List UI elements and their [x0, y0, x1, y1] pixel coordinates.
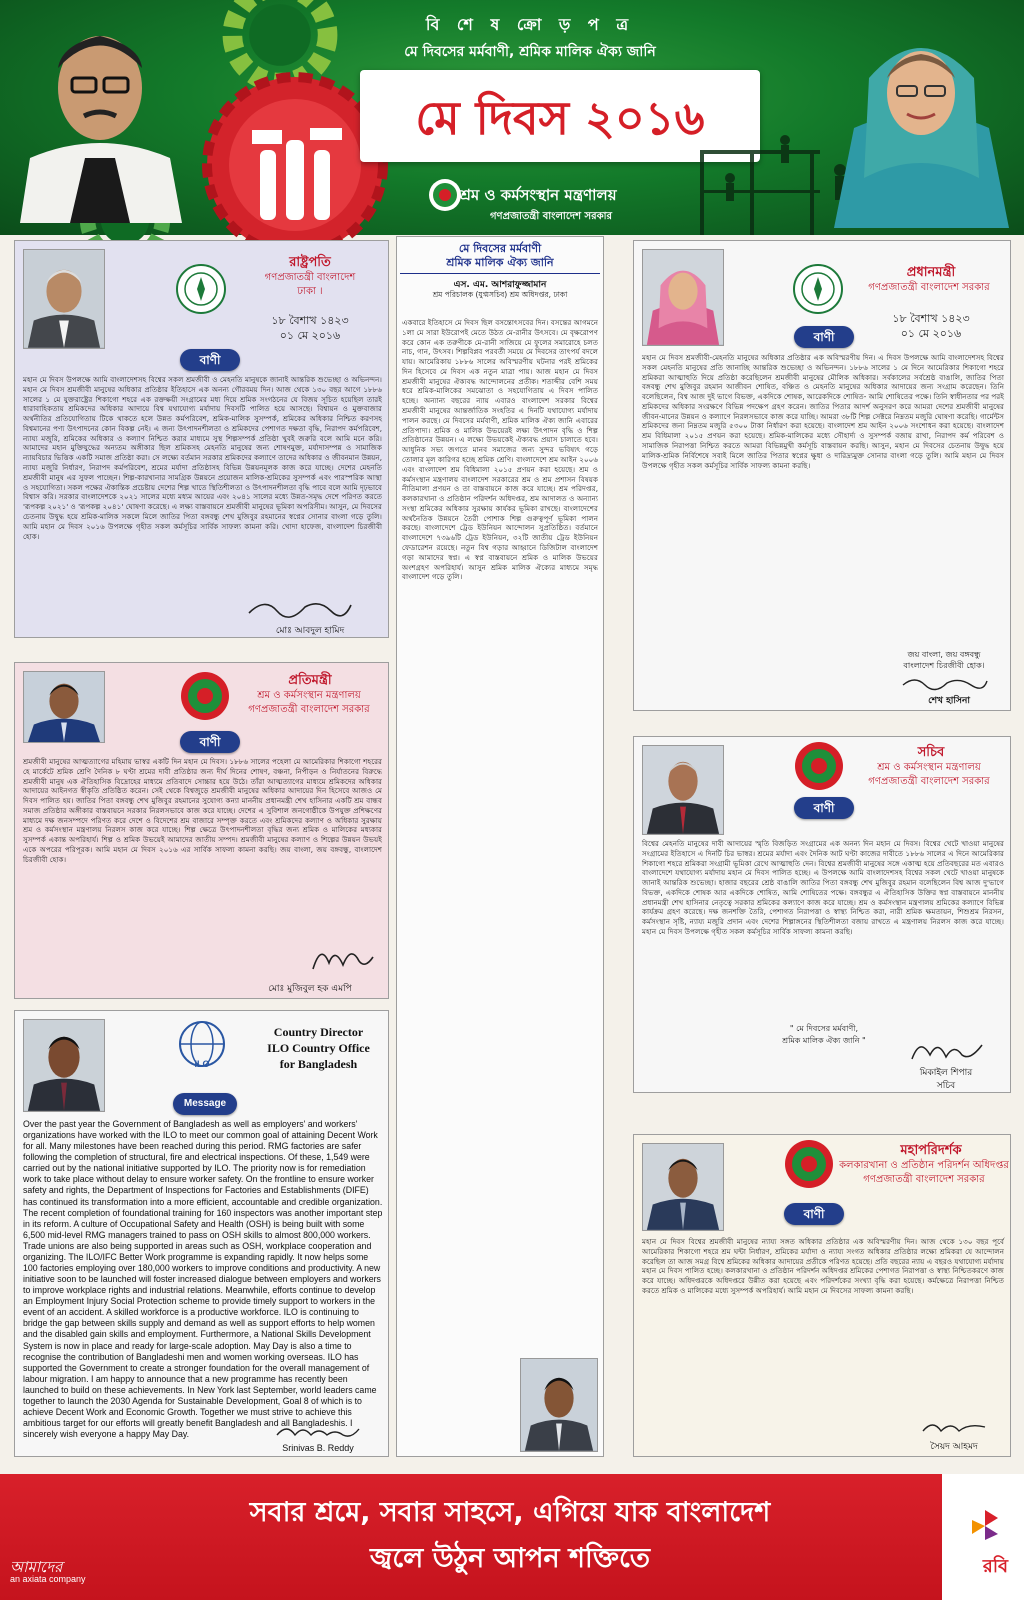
- president-signature: [245, 593, 355, 621]
- secretary-role-title: সচিব: [917, 745, 945, 760]
- ministry-name: শ্রম ও কর্মসংস্থান মন্ত্রণালয়: [460, 186, 617, 204]
- article-heading-line2: শ্রমিক মালিক ঐক্য জানি: [446, 256, 554, 270]
- president-emblem-icon: [175, 263, 227, 315]
- ilo-director-name: Srinivas B. Reddy: [282, 1443, 354, 1453]
- secretary-ministry: শ্রম ও কর্মসংস্থান মন্ত্রণালয়: [877, 762, 981, 773]
- secretary-photo: [642, 745, 724, 835]
- bangabandhu-portrait: [10, 8, 190, 223]
- article-author: এস. এম. আশরাফুজ্জামান: [453, 280, 547, 290]
- header-banner: [0, 0, 1024, 235]
- ig-government: গণপ্রজাতন্ত্রী বাংলাদেশ সরকার: [863, 1174, 985, 1185]
- president-message-text: মহান মে দিবস উপলক্ষে আমি বাংলাদেশসহ বিশ্বের সকল শ্রমজীবী ও মেহনতি মানুষকে জানাই আন্তরিক শুভেচ্ছা ও অভিনন্দন। মহান মে দিবস শ্রমজীবী মানুষের অধিকার প্রতিষ্ঠার ইতিহাসে এক অনন্য গৌরবময় দিন। আজ থেকে ১৩০ বছর আগে ১৮৮৬ সালের ১ মে যুক্তরাষ্ট্রের শিকাগো শহরে এক রক্তক্ষয়ী সংগ্রামের মধ্য দিয়ে শ্রমিক সংগঠনের যে বিজয় সূচিত হয়েছিল তারই ধারাবাহিকতায় শ্রমিকদের অধিকার আদায়ে বিশ্ব যথাযোগ্য মর্যাদায় দিবসটি পালিত হয়ে আসছে। বিশ্বায়ন ও মুক্তবাজার অর্থনীতির প্রতিযোগিতায় টিকে থাকতে হলে উন্নত কর্মপরিবেশ, শ্রমিক-মালিক সুসম্পর্ক, শ্রমিকের অধিকার নিশ্চিত করণসহ বিশ্বমানের পণ্য উৎপাদনের কোন বিকল্প নেই। এ জন্য উৎপাদনশীলতা ও শ্রমিকদের পেশাগত দক্ষতা বৃদ্ধি, নিরাপদ কর্মপরিবেশ, ন্যায্য মজুরি, শ্রমিকের অধিকার ও কল্যাণ নিশ্চিত করার মাধ্যমে সুস্থ শিল্পসম্পর্ক প্রতিষ্ঠা খুবই জরুরি বলে আমি মনে করি। আমাদের মহান মুক্তিযুদ্ধের অন্যতম অঙ্গীকার ছিল শ্রমিকসহ মেহনতি মানুষের জন্য শোষণমুক্ত, মর্যাদাসম্পন্ন ও সামাজিক ন্যায়বিচার ভিত্তিক একটি সমাজ প্রতিষ্ঠা করা। সে লক্ষ্যে বর্তমান সরকার শ্রমিকদের কল্যাণে তাদের অধিকার ও জীবনমান উন্নয়ন, ন্যায্য মজুরি নির্ধারণ, নিরাপদ কর্মপরিবেশ, শ্রমের মর্যাদা প্রতিষ্ঠাসহ বিভিন্ন উন্নয়নমূলক কাজ করে যাচ্ছে। দেশের মেহনতি শ্রমজীবী মানুষ এর সুফল পাচ্ছেন। শিল্প-কারখানার সামগ্রিক উন্নয়নে প্রয়োজন মালিক-শ্রমিকের সুসম্পর্ক এবং পারস্পরিক আস্থা ও সহযোগিতা। সকল পক্ষের ঐকান্তিক প্রচেষ্টায় দেশের শিল্প খাতে স্থিতিশীলতা ও উৎপাদনশীলতা বৃদ্ধি পাবে বলে আমি দৃঢ়ভাবে বিশ্বাস করি। সরকার বাংলাদেশকে ২০২১ সালের মধ্যে মধ্যম আয়ের এবং ২০৪১ সালের মধ্যে উন্নত-সমৃদ্ধ দেশে পরিণত করতে 'রূপকল্প ২০২১' ও 'রূপকল্প ২০৪১' ঘোষণা করেছে। এ লক্ষ্য বাস্তবায়নে শ্রমজীবী মানুষের ভূমিকা অপরিসীম। আসুন, মে দিবসের চেতনায় উদ্বুদ্ধ হয়ে শ্রমিক-মালিক সকলে মিলে জাতির পিতা বঙ্গবন্ধু শেখ মুজিবুর রহমানের স্বপ্নের সোনার বাংলা গড়ে তুলি। আমি মহান মে দিবস ২০১৬ উপলক্ষে গৃহীত সকল কর্মসূচির সার্বিক সাফল্য কামনা করি। খোদা হাফেজ, বাংলাদেশ চিরজীবী হোক।: [23, 375, 382, 541]
- article-heading: [400, 242, 600, 274]
- state-minister-ministry: শ্রম ও কর্মসংস্থান মন্ত্রণালয়: [257, 690, 361, 701]
- article-heading-line1: মে দিবসের মর্মবাণী: [458, 242, 542, 255]
- secretary-message-badge: বাণী: [794, 797, 854, 819]
- ilo-message-badge: Message: [173, 1093, 237, 1115]
- prime-minister-portrait: [829, 8, 1014, 228]
- pm-government: গণপ্রজাতন্ত্রী বাংলাদেশ সরকার: [868, 282, 990, 293]
- secretary-quote-line2: শ্রমিক মালিক ঐক্য জানি ": [782, 1036, 866, 1045]
- footer-slogan-line1: সবার শ্রমে, সবার সাহসে, এগিয়ে যাক বাংলাদেশ: [249, 1497, 771, 1528]
- robi-logo-box: [942, 1474, 1024, 1600]
- president-name: মোঃ আবদুল হামিদ: [275, 626, 345, 636]
- ilo-director-signature: [273, 1421, 363, 1443]
- pm-name: শেখ হাসিনা: [928, 696, 970, 706]
- ig-message-badge: বাণী: [784, 1203, 844, 1225]
- ig-name: সৈয়দ আহমদ: [930, 1442, 978, 1452]
- pm-role-title: প্রধানমন্ত্রী: [906, 265, 956, 280]
- ilo-message-text: Over the past year the Government of Bangladesh as well as employers' and workers' organizations have worked with the ILO to meet our common goal of attaining Decent Work for all. Many milestones have been reached during this period. RMG factories are safer following the completion of structural, fire and electrical inspections. Of these, 1,549 were carried out by the national initiative supported by ILO. The priority now is for remediation work to take place without delay to ensure worker safety. On the frontline to ensure worker safety and rights, the Department of Inspections for Factories and Establishments (DIFE) has continued its transformation into a more efficient, accountable and credible organization. The recent completion of foundational training for 160 inspectors was another important step in its reform. A culture of Occupational Safety and Health (OSH) is being built with some 6,500 mid-level RMG managers trained to pass on OSH skills to almost 800,000 workers. Trade unions are also being supported in areas such as OSH, workplace cooperation and organizing. The ILO/IFC Better Work programme is expanding rapidly. It now helps some 100 factories employing over 180,000 workers to improve conditions and productivity. A new initiative soon to be launched will foster increased dialogue between employers and workers to improve workplace rights and industrial relations. Meanwhile, efforts continue to develop an Employment Injury Social Protection scheme to provide timely support to workers in the event of an accident. A skilled workforce is a productive workforce. ILO is continuing to bridge the gap between skills supply and demand as well as support efforts to help women and the disabled gain skills and employment. Furthermore, a National Skills Development System is now in place and ready for large-scale adoption. May Day is also a time to recognise the contribution of Bangladeshi men and women working overseas. ILO has supported the Government to create a stronger foundation for the overall management of labour migration. I am happy to announce that a new programme has recently been launched to build on these achievements. In New York last September, world leaders came together to launch the 2030 Agenda for Sustainable Development, Goal 8 of which is to achieve Decent Work and Economic Growth. Together we must strive to achieve this ambitious target for our efforts will greatly benefit Bangladesh and all Bangladeshis. I sincerely wish everyone a happy May Day.: [23, 1119, 383, 1440]
- state-minister-message-panel: [14, 662, 389, 999]
- ministry-seal-icon: [180, 671, 230, 721]
- robi-footer-ad: [0, 1474, 1024, 1600]
- pm-date-bangla: ১৮ বৈশাখ ১৪২৩: [892, 312, 970, 325]
- footer-slogan-line2: জ্বলে উঠুন আপন শক্তিতে: [369, 1543, 651, 1574]
- state-minister-name: মোঃ মুজিবুল হক এমপি: [268, 984, 352, 994]
- ig-role-title: মহাপরিদর্শক: [900, 1143, 962, 1158]
- secretary-message-text: বিশ্বের মেহনতি মানুষের দাবী আদায়ের স্মৃতি বিজড়িত সংগ্রামের এক অনন্য দিন মহান মে দিবস। বিশ্বের খেটে খাওয়া মানুষের সংগ্রামের ইতিহাসে এ দিনটি চির ভাস্বর। শ্রমের মর্যাদা এবং দৈনিক আট ঘণ্টা কাজের দাবীতে ১৮৮৬ সালের এ দিনে আমেরিকার শিকাগো শহরে শ্রমিকরা সংগ্রামী ভূমিকা রেখে আত্মাহুতি দেন। বিশ্বের শ্রমজীবী মানুষের সঙ্গে একাত্ম হয়ে প্রতিবছরের মত এবারও বাংলাদেশে যথাযোগ্য মর্যাদায় মহান মে দিবস পালিত হচ্ছে। এ উপলক্ষে আমি বাংলাদেশসহ বিশ্বের সকল খেটে খাওয়া মানুষকে জানাই আন্তরিক শুভেচ্ছা। হাজার বছরের শ্রেষ্ঠ বাঙালি জাতির পিতা বঙ্গবন্ধু শেখ মুজিবুর রহমান বলেছিলেন বিশ্ব আজ দু'ভাগে বিভক্ত, একদিকে শোষক আর একদিকে শোষিত, আমি শোষিতের পক্ষে। বঙ্গবন্ধুর এ ঐতিহাসিক উক্তির স্বপ্ন বাস্তবায়নে মাননীয় প্রধানমন্ত্রী শেখ হাসিনার নেতৃত্বে সরকার শ্রমিকের কল্যাণে কাজ করে যাচ্ছে। শ্রম ও কর্মসংস্থান মন্ত্রণালয় শ্রমিকের কল্যাণে বিভিন্ন কার্যক্রম গ্রহণ করেছে। দক্ষ জনশক্তি তৈরি, পেশাগত নিরাপত্তা ও স্বাস্থ্য নিশ্চিত করা, নারী শ্রমিক ক্ষমতায়ন, শিশুশ্রম নিরসন, কর্মসংস্থান সৃষ্টি, ন্যায্য মজুরি প্রদান এবং দেশের শিল্পাঙ্গনের স্থিতিশীলতা বজায় রাখতে এ মন্ত্রণালয় নিরলস কাজ করে যাচ্ছে। মহান মে দিবস উপলক্ষে গৃহীত সকল কর্মসূচির সার্বিক সাফল্য কামনা করছি।: [642, 839, 1004, 937]
- ilo-title-line1: Country Director: [273, 1025, 364, 1039]
- article-author-role: শ্রম পরিচালক (যুগ্মসচিব) শ্রম অধিদপ্তর, ঢাকা: [432, 290, 568, 299]
- president-photo: [23, 249, 105, 349]
- header-subtitle: মে দিবসের মর্মবাণী, শ্রমিক মালিক ঐক্য জানি: [404, 44, 656, 60]
- pm-emblem-icon: [792, 263, 844, 315]
- pm-message-text: মহান মে দিবস শ্রমজীবী-মেহনতি মানুষের অধিকার প্রতিষ্ঠার এক অবিস্মরণীয় দিন। এ দিবস উপলক্ষে আমি বাংলাদেশসহ বিশ্বের সকল মেহনতি মানুষের প্রতি জানাচ্ছি আন্তরিক শুভেচ্ছা ও অভিনন্দন। ১৮৮৬ সালের ১ মে দিনে আমেরিকার শিকাগো শহরে শ্রমিকরা আত্মাহুতি দিয়ে প্রতিষ্ঠা করেছিলেন শ্রমজীবী মানুষের মৌলিক অধিকার। সর্বকালের সর্বশ্রেষ্ঠ বাঙালি, জাতির পিতা বঙ্গবন্ধু শেখ মুজিবুর রহমান আজীবন শোষিত, বঞ্চিত ও মেহনতি মানুষের অধিকার আদায়ের জন্য সংগ্রাম করেছেন। তিনি বলেছিলেন, বিশ্ব আজ দুই ভাগে বিভক্ত, একদিকে শোষক, আরেকদিকে শোষিত- আমি শোষিতের পক্ষে। তিনি স্বাধীনতার পর পরই শ্রমিকদের অধিকার সংরক্ষণে বিভিন্ন পদক্ষেপ গ্রহণ করেন। জাতির পিতার আদর্শ অনুসরণ করে আমরা দেশের শ্রমজীবী মানুষের জীবন-মানের উন্নয়ন ও কল্যাণে নিরলসভাবে কাজ করে যাচ্ছি। আমরা ৩৮টি শিল্প সেক্টরে নিম্নতম মজুরি ঘোষণা করেছি। গার্মেন্টস শ্রমিকদের জন্য নিম্নতম মজুরি ৫৩০০ টাকা নির্ধারণ করা হয়েছে। বাংলাদেশ শ্রম আইন ২০০৬ সংশোধন করা হয়েছে। বাংলাদেশ শ্রম বিধিমালা ২০১৫ প্রণয়ন করা হয়েছে। শ্রমিক-মালিকের মধ্যে সৌহার্দ্য ও সুসম্পর্ক বজায় রাখা, নিরাপদ কর্ম পরিবেশ ও সামাজিক নিরাপত্তা নিশ্চিত করতে আমরা বিভিন্নমুখী কর্মসূচি বাস্তবায়ন করছি। আসুন, মহান মে দিবসের চেতনায় উদ্বুদ্ধ হয়ে মালিক-শ্রমিক নির্বিশেষে সবাই মিলে জাতির পিতার স্বপ্নের ক্ষুধা ও দারিদ্র্যমুক্ত সোনার বাংলা গড়ে তুলি। আমি মহান মে দিবস উপলক্ষে গৃহীত সকল কর্মসূচির সার্বিক সাফল্য কামনা করছি।: [642, 353, 1004, 470]
- president-message-panel: [14, 240, 389, 638]
- secretary-name: মিকাইল শিপার: [919, 1068, 973, 1078]
- axiata-tagline: an axiata company: [10, 1574, 86, 1584]
- axiata-logo: আমাদের: [10, 1558, 63, 1576]
- ig-department: কলকারখানা ও প্রতিষ্ঠান পরিদর্শন অধিদপ্তর: [839, 1160, 1009, 1171]
- department-seal-icon: [784, 1139, 834, 1189]
- ilo-message-panel: [14, 1010, 389, 1457]
- inspector-general-photo: [642, 1143, 724, 1231]
- ilo-logo-text: ILO: [194, 1059, 210, 1069]
- ilo-logo-icon: [173, 1019, 231, 1069]
- government-name: গণপ্রজাতন্ত্রী বাংলাদেশ সরকার: [490, 211, 612, 222]
- article-body-text: একবারে ইতিহাসে মে দিবস ছিল বসন্তোৎসবের দিন। বসন্তের আগমনে ১লা মে সারা ইউরোপই মেতে উঠত মে-রানীর উৎসবে। মে বৃক্ষরোপণ করে কোন এক তরুণীকে মে-রানী সাজিয়ে মে ফুলের সমারোহে চলত নাচ, গান, উৎসব। শিল্পবিপ্লব পরবর্তী সময়ে মে দিবসের তাৎপর্য বদলে যায়। আমেরিকায় ১৮৮৬ সালের অবিস্মরণীয় ঘটনার পরই শ্রমিকের দিন হিসেবে মে দিবস এক নতুন মাত্রা পায়। আজ মহান মে দিবস শ্রমজীবী মানুষের ঐক্যবদ্ধ আন্দোলনের প্রতীক। শতাব্দীর বেশি সময় ধরে শ্রমিক-মালিকের সমঝোতা ও সহযোগিতায় এ দিবস পালিত হচ্ছে। অন্যান্য বছরের ন্যায় এবারও বাংলাদেশ সরকার বিশ্বের শ্রমজীবী মানুষের আন্তর্জাতিক সংহতির এ দিনটি যথাযোগ্য মর্যাদায় পালন করছে। মে দিবসের মর্মবাণী, শ্রমিক মালিক ঐক্য জানি এবারের প্রতিপাদ্য। শ্রমিক ও মালিক উভয়েরই লক্ষ্য উৎপাদন বৃদ্ধি ও শিল্প প্রতিষ্ঠানের উন্নয়ন। এ লক্ষ্যে উভয়কেই ঐক্যবদ্ধ প্রয়াস চালাতে হবে। আধুনিক সভ্য জগতে মানব সমাজের জন্য সুন্দর ভবিষ্যৎ গড়ে তোলার মূল কারিগর হচ্ছে শ্রমিক শ্রেণি। বাংলাদেশে শ্রম আইন ২০০৬ এবং বাংলাদেশ শ্রম বিধিমালা ২০১৫ প্রণয়ন করা হয়েছে। শ্রম ও কর্মসংস্থান মন্ত্রণালয় বাংলাদেশ সরকারের শ্রম ও শ্রম প্রশাসন বিষয়ক নীতিমালা প্রণয়ন ও তা বাস্তবায়নে কাজ করে যাচ্ছে। শ্রম পরিদপ্তর, কলকারখানা ও প্রতিষ্ঠান পরিদর্শন অধিদপ্তর, শ্রম আদালত ও অন্যান্য সংস্থা শ্রমিকের অধিকার সুরক্ষায় কার্যকর ভূমিকা রাখছে। বাংলাদেশের অর্থনৈতিক উন্নয়নে তৈরী পোশাক শিল্প গুরুত্বপূর্ণ ভূমিকা পালন করছে। বাংলাদেশে ট্রেড ইউনিয়ন আন্দোলন সুপ্রতিষ্ঠিত। বর্তমানে বাংলাদেশে ৭৩৯৬টি ট্রেড ইউনিয়ন, ৩২টি জাতীয় ট্রেড ইউনিয়ন ফেডারেশন রয়েছে। নতুন বিশ্ব গড়ার আহ্বানে ডিজিটাল বাংলাদেশ গড়া আমাদের স্বপ্ন। এ স্বপ্ন বাস্তবায়নে শ্রমিক ও মালিক উভয়ের অংশগ্রহণ অপরিহার্য। আসুন শ্রমিক মালিক ঐক্যের মাধ্যমে সমৃদ্ধ বাংলাদেশ গড়ে তুলি।: [402, 318, 598, 582]
- state-minister-signature: [307, 939, 377, 975]
- president-date-bangla: ১৮ বৈশাখ ১৪২৩: [271, 314, 349, 327]
- ilo-title-line3: for Bangladesh: [279, 1057, 358, 1071]
- secretary-government: গণপ্রজাতন্ত্রী বাংলাদেশ সরকার: [868, 776, 990, 787]
- prime-minister-message-panel: [633, 240, 1011, 711]
- secretary-signature: [906, 1033, 986, 1065]
- article-author-photo: [520, 1358, 598, 1452]
- bangladesh-seal-icon: [428, 178, 462, 212]
- state-minister-role-title: প্রতিমন্ত্রী: [288, 673, 332, 688]
- ilo-director-photo: [23, 1019, 105, 1112]
- pm-message-badge: বাণী: [794, 326, 854, 348]
- inspector-general-message-panel: [633, 1134, 1011, 1457]
- prime-minister-photo: [642, 249, 724, 346]
- president-country: গণপ্রজাতন্ত্রী বাংলাদেশ: [264, 272, 356, 283]
- ministry-seal-icon: [794, 741, 844, 791]
- pm-signature: [899, 673, 989, 691]
- page-title: মে দিবস ২০১৬: [415, 91, 705, 145]
- secretary-message-panel: [633, 736, 1011, 1093]
- pm-date-english: ০১ মে ২০১৬: [900, 327, 962, 340]
- state-minister-government: গণপ্রজাতন্ত্রী বাংলাদেশ সরকার: [248, 704, 370, 715]
- secretary-quote-line1: " মে দিবসের মর্মবাণী,: [789, 1024, 859, 1033]
- ilo-title-line2: ILO Country Office: [267, 1041, 370, 1055]
- ig-message-text: মহান মে দিবস বিশ্বের শ্রমজীবী মানুষের ন্যায্য সঙ্গত অধিকার প্রতিষ্ঠার এক অবিস্মরণীয় দিন। আজ থেকে ১৩০ বছর পূর্বে আমেরিকার শিকাগো শহরে শ্রম ঘন্টা নির্ধারণ, শ্রমিকের মর্যাদা ও ন্যায্য সংগত অধিকার প্রতিষ্ঠার লক্ষ্যে শ্রমিকরা যে আন্দোলন করেছিল তা আজ সমগ্র বিশ্বে শ্রমিকের অধিকার আদায়ের প্রতীকে পরিণত হয়েছে। প্রতি বছরের ন্যায় এ বছরও যথাযোগ্য মর্যাদায় মহান মে দিবস পালিত হচ্ছে। কলকারখানা ও প্রতিষ্ঠান পরিদর্শন অধিদপ্তর শ্রমিকের পেশাগত নিরাপত্তা ও স্বাস্থ্য নিশ্চিতকরণে কাজ করে যাচ্ছে। অধিদপ্তরকে অধিদপ্তরে উন্নীত করা হয়েছে এবং পরিদর্শকের সংখ্যা বৃদ্ধি করা হয়েছে। কর্মক্ষেত্রে নিরাপত্তা নিশ্চিত করতে শ্রমিক ও মালিকের মধ্যে সুসম্পর্ক অপরিহার্য। আমি মহান মে দিবসের সাফল্য কামনা করছি।: [642, 1237, 1004, 1295]
- president-role-title: রাষ্ট্রপতি: [289, 255, 331, 270]
- state-minister-photo: [23, 671, 105, 743]
- state-minister-message-badge: বাণী: [180, 731, 240, 753]
- president-city: ঢাকা ।: [297, 286, 323, 297]
- ig-signature: [919, 1417, 989, 1437]
- president-message-badge: বাণী: [180, 349, 240, 371]
- secretary-name-role: সচিব: [936, 1081, 956, 1091]
- robi-logo-icon: [968, 1508, 1002, 1542]
- pm-closing: জয় বাংলা, জয় বঙ্গবন্ধু বাংলাদেশ চিরজীবী হোক।: [903, 650, 985, 671]
- supplement-label: বি শে ষ ক্রো ড় প ত্র: [425, 15, 635, 34]
- president-date-english: ০১ মে ২০১৬: [279, 329, 341, 342]
- robi-brand-name: রবি: [982, 1556, 1008, 1577]
- state-minister-message-text: শ্রমজীবী মানুষের আত্মত্যাগের মহিমায় ভাস্বর একটি দিন মহান মে দিবস। ১৮৮৬ সালের পহেলা মে আমেরিকার শিকাগো শহরের হে মার্কেটে শ্রমিক শ্রেণি দৈনিক ৮ ঘণ্টা শ্রমের দাবী প্রতিষ্ঠার জন্য দীর্ঘ দিনের শোষণ, বঞ্চনা, নিপীড়ন ও নির্যাতনের বিরুদ্ধে শ্রমজীবী মানুষ এক ঐতিহাসিক বিদ্রোহের মাধ্যমে প্রতিবাদে সোচ্চার হয়ে উঠে। তাঁরা আত্মত্যাগের মাধ্যমে শ্রমিকদের অধিকার আদায়ের আইনগত স্বীকৃতি প্রতিষ্ঠিত করেন। সেই থেকে বিশ্বজুড়ে শ্রমজীবী মানুষের অধিকার আদায়ের দিন হিসেবে আজও মে দিবস পালিত হয়। জাতির পিতা বঙ্গবন্ধু শেখ মুজিবুর রহমানের সুযোগ্য কন্যা মাননীয় প্রধানমন্ত্রী শেখ হাসিনার একটি শ্রম বান্ধব সমাজ প্রতিষ্ঠার অঙ্গীকার বাস্তবায়নে সরকার নিরলসভাবে কাজ করে যাচ্ছে। দেশের এ সুবিশাল জনগোষ্ঠীকে উপযুক্ত প্রশিক্ষণের মাধ্যমে দক্ষ জনসম্পদে পরিণত করে দেশে ও বিদেশের শ্রম বাজারে সম্পৃক্ত করতে এবং শ্রমিকদের কল্যাণ ও অধিকার সুরক্ষায় শ্রম ও কর্মসংস্থান মন্ত্রণালয় নিরলস কাজ করে যাচ্ছে। শিল্প ক্ষেত্রে উৎপাদনশীলতা বৃদ্ধির জন্য শ্রমিক ও মালিকের মধ্যকার সুসম্পর্ক একান্ত অপরিহার্য। শিল্প ও শ্রমিক উভয়েই আমাদের জাতীয় সম্পদ। শ্রমজীবী মানুষের কল্যাণ ও শিল্পের উন্নয়ন উভয়ই একে অপরের পরিপূরক। আমি মহান মে দিবস ২০১৬ এর সার্বিক সাফল্য কামনা করছি। জয় বাংলা, জয় বঙ্গবন্ধু, বাংলাদেশ চিরজীবী হোক।: [23, 757, 382, 864]
